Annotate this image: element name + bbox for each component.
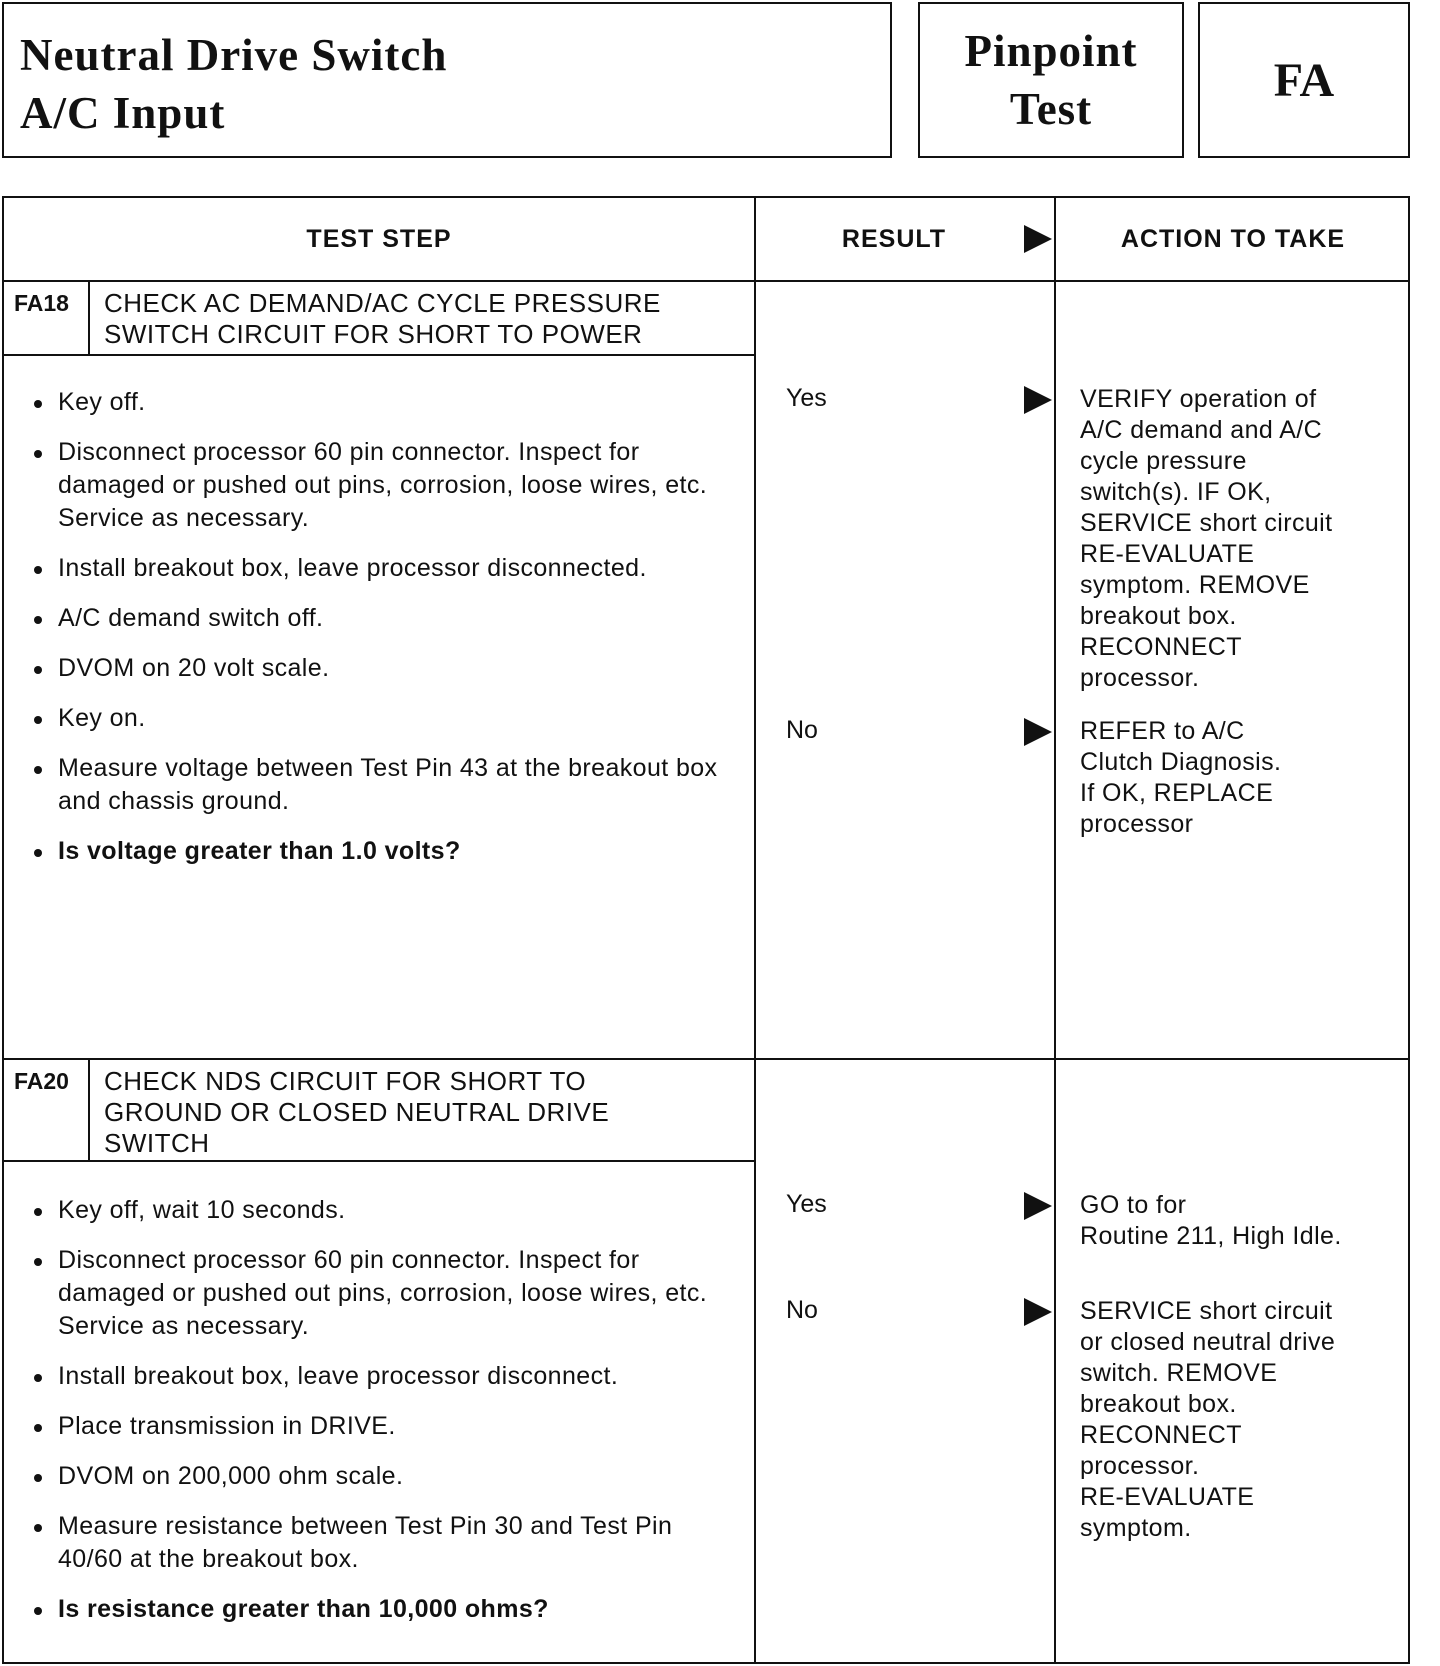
pinpoint-test-table <box>2 196 1410 1664</box>
instruction-item: Key off, wait 10 seconds. <box>30 1194 740 1227</box>
instruction-question: Is resistance greater than 10,000 ohms? <box>30 1593 740 1626</box>
instruction-item: Install breakout box, leave processor disconnect. <box>30 1360 740 1393</box>
header-divider <box>4 280 1408 282</box>
instruction-item: Measure resistance between Test Pin 30 and Test Pin 40/60 at the breakout box. <box>30 1510 740 1576</box>
result-no: No <box>786 1296 818 1324</box>
step-instructions <box>30 1194 740 1643</box>
result-arrow-icon <box>1024 386 1052 414</box>
test-type-line-1: Pinpoint <box>964 26 1138 76</box>
step-instructions <box>30 386 740 885</box>
column-header-action: ACTION TO TAKE <box>1120 224 1346 253</box>
result-yes: Yes <box>786 1190 827 1218</box>
step-title: CHECK AC DEMAND/AC CYCLE PRESSURE SWITCH CIRCUIT FOR SHORT TO POWER <box>104 288 661 349</box>
step-id-divider <box>88 1058 90 1160</box>
instruction-item: Key off. <box>30 386 740 419</box>
action-text: SERVICE short circuit or closed neutral drive switch. REMOVE breakout box. RECONNECT processor. RE-EVALUATE symptom. <box>1080 1297 1336 1542</box>
column-divider <box>1054 198 1056 1662</box>
column-header-result: RESULT <box>841 224 947 253</box>
page-title-line-2: A/C Input <box>20 88 226 138</box>
result-arrow-icon <box>1024 225 1052 253</box>
instruction-question: Is voltage greater than 1.0 volts? <box>30 835 740 868</box>
test-type-line-2: Test <box>1009 84 1093 134</box>
result-arrow-icon <box>1024 718 1052 746</box>
result-yes: Yes <box>786 384 827 412</box>
instruction-item: DVOM on 20 volt scale. <box>30 652 740 685</box>
page-title-line-1: Neutral Drive Switch <box>20 30 448 80</box>
title-box <box>2 2 892 158</box>
instruction-item: Disconnect processor 60 pin connector. Inspect for damaged or pushed out pins, corrosion, loose wires, etc. Service as necessary. <box>30 436 740 535</box>
step-title-divider <box>4 354 754 356</box>
row-divider <box>4 1058 1408 1060</box>
action-text: GO to for Routine 211, High Idle. <box>1080 1191 1342 1250</box>
column-header-test-step: TEST STEP <box>306 224 452 253</box>
instruction-item: Measure voltage between Test Pin 43 at the breakout box and chassis ground. <box>30 752 740 818</box>
column-divider <box>754 198 756 1662</box>
step-id: FA18 <box>14 290 69 316</box>
instruction-item: Place transmission in DRIVE. <box>30 1410 740 1443</box>
result-arrow-icon <box>1024 1192 1052 1220</box>
test-code: FA <box>1273 53 1335 107</box>
instruction-item: Install breakout box, leave processor disconnected. <box>30 552 740 585</box>
test-type-box <box>918 2 1184 158</box>
instruction-item: Disconnect processor 60 pin connector. Inspect for damaged or pushed out pins, corrosion, loose wires, etc. Service as necessary. <box>30 1244 740 1343</box>
action-text: VERIFY operation of A/C demand and A/C cycle pressure switch(s). IF OK, SERVICE short circuit RE-EVALUATE symptom. REMOVE breakout box. RECONNECT processor. <box>1080 385 1333 692</box>
result-arrow-icon <box>1024 1298 1052 1326</box>
instruction-item: A/C demand switch off. <box>30 602 740 635</box>
test-code-box <box>1198 2 1410 158</box>
instruction-item: DVOM on 200,000 ohm scale. <box>30 1460 740 1493</box>
result-no: No <box>786 716 818 744</box>
step-title-divider <box>4 1160 754 1162</box>
step-title: CHECK NDS CIRCUIT FOR SHORT TO GROUND OR CLOSED NEUTRAL DRIVE SWITCH <box>104 1066 610 1158</box>
instruction-item: Key on. <box>30 702 740 735</box>
step-id: FA20 <box>14 1068 69 1094</box>
action-text: REFER to A/C Clutch Diagnosis. If OK, REPLACE processor <box>1080 717 1282 838</box>
step-id-divider <box>88 280 90 354</box>
